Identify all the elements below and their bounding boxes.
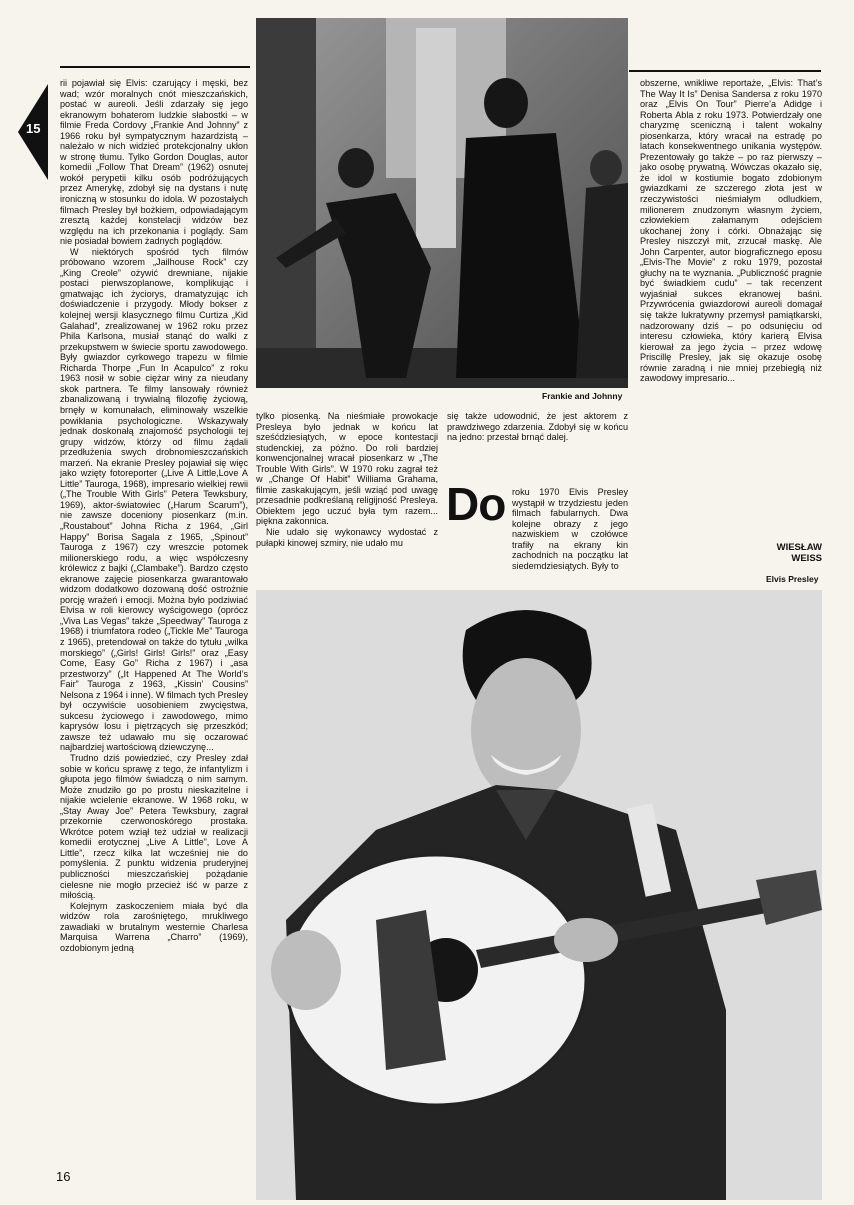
paragraph: Kolejnym zaskoczeniem miała być dla widzów rola zarośniętego, mrukliwego zawadiaki w brutalnym westernie Charlesa Marquisa Warrena „Charro” (1969), ozdobionym jedną [60,900,248,953]
author-first-name: WIESŁAW [776,542,822,553]
article-column-3 [447,411,628,475]
section-number: 15 [26,121,41,136]
photo-elvis-presley [256,590,822,1200]
paragraph: obszerne, wnikliwe reportaże, „Elvis: That’s The Way It Is” Denisa Sandersa z roku 1970 oraz „Elvis On Tour” Pierre’a Adidge i Roberta Abla z roku 1973. Potwierdzały one charyzmę sceniczną i talent wokalny piosenkarza, który wracał na estradę po latach konsekwentnego unikania występów. Prezentowały go także – po raz pierwszy – jako osobę prywatną. Wówczas okazało się, że idol w kostiumie bogato zdobionym gwiazdkami ze szczerego złota jest w rzeczywistości nieśmiałym odludkiem, milionerem znudzonym własnym życiem, człowiekiem załamanym odejściem ukochanej żony i córki. Obnażając się Presley niszczył mit, zrzucał maskę. Ale John Carpenter, autor biograficznego eposu „Elvis-The Movie” z roku 1979, pozostał głuchy na te wyznania. „Publiczność pragnie być świadkiem cudu” – tak recenzent wyjaśniał sukces ekranowej baśni. Przywrócenia gwiazdorowi aureoli domagał się także lukratywny przemysł pamiątkarski, nadzorowany dziś – po odsunięciu od interesu człowieka, który karierą Elvisa kierował za jego życia – przez wdowę Priscillę Presley, jak się okazuje osobę równie zaradną i nie mniej przebiegłą niż zawodowy impresario... [640,78,822,384]
photo-caption-top: Frankie and Johnny [542,391,623,401]
page-number: 16 [56,1169,71,1184]
article-column-4 [640,78,822,478]
author-signature [768,542,822,564]
top-rule-left [60,66,250,68]
photo-caption-bottom: Elvis Presley [766,574,819,584]
photo-frankie-and-johnny [256,18,628,388]
paragraph: roku 1970 Elvis Presley wystąpił w trzydziestu jeden filmach fabularnych. Dwa kolejne obrazy z jego nazwiskiem w czołówce trafiły na ekrany kin zachodnich na początku lat siedemdziesiątych. Były to [512,487,628,571]
photo-elvis-presley-image [256,590,822,1200]
article-column-2 [256,411,438,589]
author-last-name: WEISS [791,553,822,564]
article-column-1 [60,78,248,1168]
paragraph: Trudno dziś powiedzieć, czy Presley zdał sobie w końcu sprawę z tego, że infantylizm i głupota jego filmów świadczą o nim samym. Może znudziło go po prostu nieskazitelne i nijakie wcielenie ekranowe. W 1968 roku, w „Stay Away Joe” Petera Tewksbury, zagrał przekornie czerwonoskórego prostaka. Wkrótce potem wziął też udział w realizacji komedii erotycznej „Live A Little”, Love A Little”, rzecz kilka lat wcześniej nie do pomyślenia. Z punktu widzenia pruderyjnej publiczności mieszczańskiej pożądanie cielesne nie mogło przecież iść w parze z miłością. [60,753,248,901]
paragraph: się także udowodnić, że jest aktorem z prawdziwego zdarzenia. Zdobył się w końcu na jedno: przestał brnąć dalej. [447,411,628,443]
photo-frankie-and-johnny-image [256,18,628,388]
paragraph: Nie udało się wykonawcy wydostać z pułapki kinowej szmiry, nie udało mu [256,527,438,548]
dropcap-continuation [447,520,628,586]
paragraph: tylko piosenką. Na nieśmiałe prowokacje Presleya było jednak w końcu lat sześćdziesiątych, w epoce kontestacji studenckiej, za późno. Do roli bardziej konwencjonalnej wracał piosenkarz w „The Trouble With Girls”. W 1970 roku zagrał też w „Change Of Habit” Williama Grahama, filmie zaskakującym, jeśli wziąć pod uwagę przesadnie podkreślaną religijność Presleya. Obiektem jego uczuć była tym razem... piękna zakonnica. [256,411,438,527]
paragraph: rii pojawiał się Elvis: czarujący i męski, bez wad; wzór moralnych cnót mieszczańskich, postać w aureoli. Jeśli zdarzały się jego ekranowym bohaterom ludzkie słabostki – w filmie Freda Cordovy „Frankie And Johnny” z 1966 roku był sympatycznym hazardzistą – należało w nich widzieć protekcjonalny ukłon w stronę tłumu. Tylko Gordon Douglas, autor komedii „Follow That Dream” (1962) osnutej wokół perypetii kilku osób podróżujących przez Amerykę, zdobył się na dystans i nutę ironiczną w stosunku do idola. W pozostałych filmach Presley był bożkiem, odpowiadającym zresztą każdej konstelacji widzów bez względu na ich przekonania i poglądy. Sam nie posiadał bowiem żadnych poglądów. [60,78,248,247]
dropcap-indented-text [512,487,628,571]
drop-cap: Do [446,478,506,530]
top-rule-right [629,70,821,72]
paragraph: W niektórych spośród tych filmów próbowano wzorem „Jailhouse Rock” czy „King Creole” ożywić drewniane, nijakie postaci pierwszoplanowe, komplikując i gmatwając ich życiorys, dramatyzując ich doświadczenie i przygody. Młody bokser z kolejnej wersji klasycznego filmu Curtiza „Kid Galahad”, zrealizowanej w 1962 roku przez Phila Karlsona, musiał stanąć do walki z przekupstwem w świecie sportu zawodowego. Były gwiazdor cyrkowego trapezu w filmie Richarda Thorpe „Fun In Acapulco” z roku 1963 nosił w sobie ciężar winy za nieudany skok partnera. Te filmy lansowały również zbanalizowaną i trywialną filozofię życiową, brnęły w komunałach, eliminowały wszelkie powikłania psychologiczne. Wskazywały jednak doskonałą znajomość psychologii tej grupy widzów, którzy od filmu żądali przedłużenia swych drobnomieszczańskich marzeń. Na ekranie Presley pojawiał się więc jako wzięty fotoreporter („Live A Little,Love A Little” Tauroga, 1968), impresario wielkiej rewii („The Trouble With Girls” Petera Tewksbury, 1969), aktor-światowiec („Harum Scarum”), nie zawsze doceniony piosenkarz (m.in. „Roustabout” Johna Richa z 1964, „Girl Happy” Borisa Sagala z 1965, „Spinout” Tauroga z 1967) czy wreszcie potomek milionerskiego rodu, a więc współczesny królewicz z bajki („Clambake”). Bardzo często ekranowe zajęcie piosenkarza gwarantowało widzom dodatkowo dozowaną dość ostrożnie porcję wrażeń i emocji. Można było podziwiać Elvisa w roli kierowcy wyścigowego (oprócz „Viva Las Vegas” także „Speedway” Tauroga z 1968) i triumfatora rodeo („Tickle Me” Tauroga z 1965), pretendował on także do tytułu „wilka morskiego” („Girls! Girls! Girls!” oraz „Easy Come, Easy Go” Richa z 1967) i „asa przestworzy” („It Happened At The World’s Fair” Tauroga z 1963, „Kissin’ Cousins” Nelsona z 1964 i inne). W filmach tych Presley był oczywiście uosobieniem zwycięstwa, sukcesu życiowego i zawodowego, mimo kaprysów losu i piętrzących się przeszkód; zawsze też udawało mu się oczarować najbardziej wartościową dziewczynę... [60,246,248,753]
